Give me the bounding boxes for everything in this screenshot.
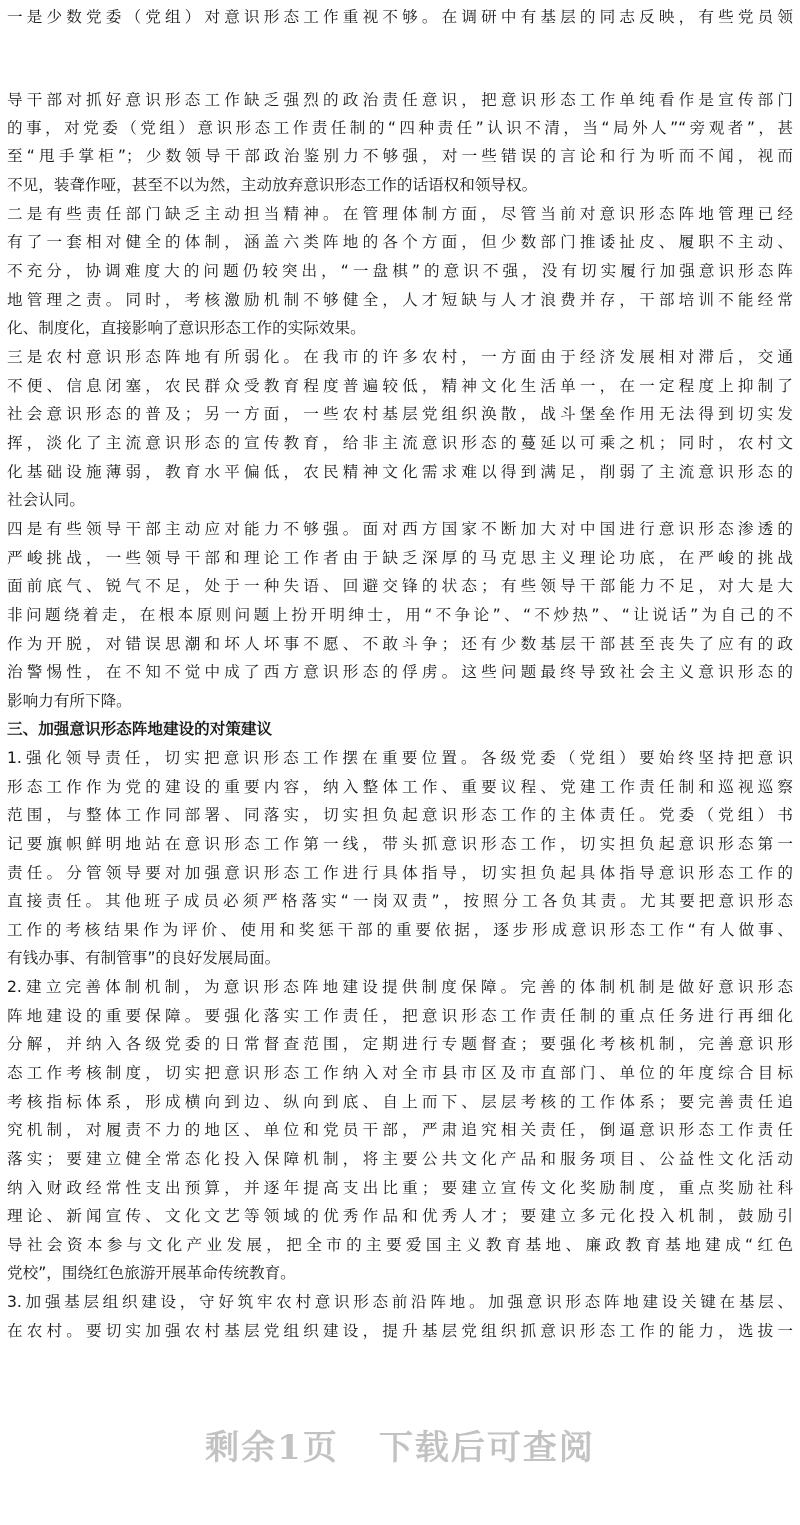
text-line: 记要旗帜鲜明地站在意识形态工作第一线，带头抓意识形态工作，切实担负起意识形态第一 bbox=[7, 835, 793, 853]
text-line: 1.强化领导责任，切实把意识形态工作摆在重要位置。各级党委（党组）要始终坚持把意识 bbox=[7, 749, 793, 767]
text-line: 二是有些责任部门缺乏主动担当精神。在管理体制方面，尽管当前对意识形态阵地管理已经 bbox=[7, 205, 793, 223]
download-prompt-banner[interactable] bbox=[0, 1420, 800, 1469]
text-line: 化基础设施薄弱，教育水平偏低，农民精神文化需求难以得到满足，削弱了主流意识形态的 bbox=[7, 463, 793, 481]
text-line: 严峻挑战，一些领导干部和理论工作者由于缺乏深厚的马克思主义理论功底，在严峻的挑战 bbox=[7, 549, 793, 567]
text-line: 落实；要建立健全常态化投入保障机制，将主要公共文化产品和服务项目、公益性文化活动 bbox=[7, 1150, 793, 1168]
text-line: 不见，装聋作哑，甚至不以为然，主动放弃意识形态工作的话语权和领导权。 bbox=[7, 176, 538, 194]
text-line: 化、制度化，直接影响了意识形态工作的实际效果。 bbox=[7, 319, 366, 337]
text-line: 一是少数党委（党组）对意识形态工作重视不够。在调研中有基层的同志反映，有些党员领 bbox=[7, 8, 793, 26]
text-line: 不充分，协调难度大的问题仍较突出，“一盘棋”的意识不强，没有切实履行加强意识形态阵 bbox=[7, 262, 793, 280]
remaining-pages-label: 剩余1页 bbox=[205, 1428, 339, 1468]
text-line: 范围，与整体工作同部署、同落实，切实担负起意识形态工作的主体责任。党委（党组）书 bbox=[7, 806, 793, 824]
text-line: 地管理之责。同时，考核激励机制不够健全，人才短缺与人才浪费并存，干部培训不能经常 bbox=[7, 291, 793, 309]
text-line: 社会认同。 bbox=[7, 491, 85, 509]
text-line: 作为开脱，对错误思潮和坏人坏事不愿、不敢斗争；还有少数基层干部甚至丧失了应有的政 bbox=[7, 635, 793, 653]
text-line: 社会意识形态的普及；另一方面，一些农村基层党组织涣散，战斗堡垒作用无法得到切实发 bbox=[7, 405, 793, 423]
text-line: 面前底气、锐气不足，处于一种失语、回避交锋的状态；有些领导干部能力不足，对大是大 bbox=[7, 577, 793, 595]
text-line: 理论、新闻宣传、文化文艺等领域的优秀作品和优秀人才；要建立多元化投入机制，鼓励引 bbox=[7, 1207, 793, 1225]
download-to-view-label: 下载后可查阅 bbox=[378, 1428, 595, 1468]
text-line: 至“甩手掌柜”；少数领导干部政治鉴别力不够强，对一些错误的言论和行为听而不闻，视而 bbox=[7, 147, 793, 165]
text-line: 态工作考核制度，切实把意识形态工作纳入对全市县市区及市直部门、单位的年度综合目标 bbox=[7, 1064, 793, 1082]
text-line: 工作的考核结果作为评价、使用和奖惩干部的重要依据，逐步形成意识形态工作“有人做事、 bbox=[7, 921, 793, 939]
text-line: 3.加强基层组织建设，守好筑牢农村意识形态前沿阵地。加强意识形态阵地建设关键在基层、 bbox=[7, 1293, 793, 1311]
text-line: 分解，并纳入各级党委的日常督查范围，定期进行专题督查；要强化考核机制，完善意识形 bbox=[7, 1035, 793, 1053]
text-line: 影响力有所下降。 bbox=[7, 692, 132, 710]
text-line: 导干部对抓好意识形态工作缺乏强烈的政治责任意识，把意识形态工作单纯看作是宣传部门 bbox=[7, 91, 793, 109]
text-line: 有钱办事、有制管事”的良好发展局面。 bbox=[7, 949, 281, 967]
text-line: 三是农村意识形态阵地有所弱化。在我市的许多农村，一方面由于经济发展相对滞后，交通 bbox=[7, 348, 793, 366]
text-line: 纳入财政经常性支出预算，并逐年提高支出比重；要建立宣传文化奖励制度，重点奖励社科 bbox=[7, 1179, 793, 1197]
text-line: 责任。分管领导要对加强意识形态工作进行具体指导，切实担负起具体指导意识形态工作的 bbox=[7, 864, 793, 882]
text-line: 不便、信息闭塞，农民群众受教育程度普遍较低，精神文化生活单一，在一定程度上抑制了 bbox=[7, 377, 793, 395]
section-heading: 三、加强意识形态阵地建设的对策建议 bbox=[7, 720, 273, 738]
text-line: 阵地建设的重要保障。要强化落实工作责任，把意识形态工作责任制的重点任务进行再细化 bbox=[7, 1007, 793, 1025]
text-line: 有了一套相对健全的体制，涵盖六类阵地的各个方面，但少数部门推诿扯皮、履职不主动、 bbox=[7, 233, 793, 251]
text-line: 形态工作作为党的建设的重要内容，纳入整体工作、重要议程、党建工作责任制和巡视巡察 bbox=[7, 778, 793, 796]
text-line: 的事，对党委（党组）意识形态工作责任制的“四种责任”认识不清，当“局外人”“旁观者”，甚 bbox=[7, 119, 793, 137]
text-line: 导社会资本参与文化产业发展，把全市的主要爱国主义教育基地、廉政教育基地建成“红色 bbox=[7, 1236, 793, 1254]
text-line: 考核指标体系，形成横向到边、纵向到底、自上而下、层层考核的工作体系；要完善责任追 bbox=[7, 1093, 793, 1111]
text-line: 四是有些领导干部主动应对能力不够强。面对西方国家不断加大对中国进行意识形态渗透的 bbox=[7, 520, 793, 538]
text-line: 治警惕性，在不知不觉中成了西方意识形态的俘虏。这些问题最终导致社会主义意识形态的 bbox=[7, 663, 793, 681]
text-line: 究机制，对履责不力的地区、单位和党员干部，严肃追究相关责任，倒逼意识形态工作责任 bbox=[7, 1121, 793, 1139]
text-line: 挥，淡化了主流意识形态的宣传教育，给非主流意识形态的蔓延以可乘之机；同时，农村文 bbox=[7, 434, 793, 452]
text-line: 非问题绕着走，在根本原则问题上扮开明绅士，用“不争论”、“不炒热”、“让说话”为自己的不 bbox=[7, 606, 793, 624]
text-line: 2.建立完善体制机制，为意识形态阵地建设提供制度保障。完善的体制机制是做好意识形态 bbox=[7, 978, 793, 996]
text-line: 直接责任。其他班子成员必须严格落实“一岗双责”，按照分工各负其责。尤其要把意识形态 bbox=[7, 892, 793, 910]
text-line: 党校”，围绕红色旅游开展革命传统教育。 bbox=[7, 1264, 296, 1282]
text-line: 在农村。要切实加强农村基层党组织建设，提升基层党组织抓意识形态工作的能力，选拔一 bbox=[7, 1322, 793, 1340]
